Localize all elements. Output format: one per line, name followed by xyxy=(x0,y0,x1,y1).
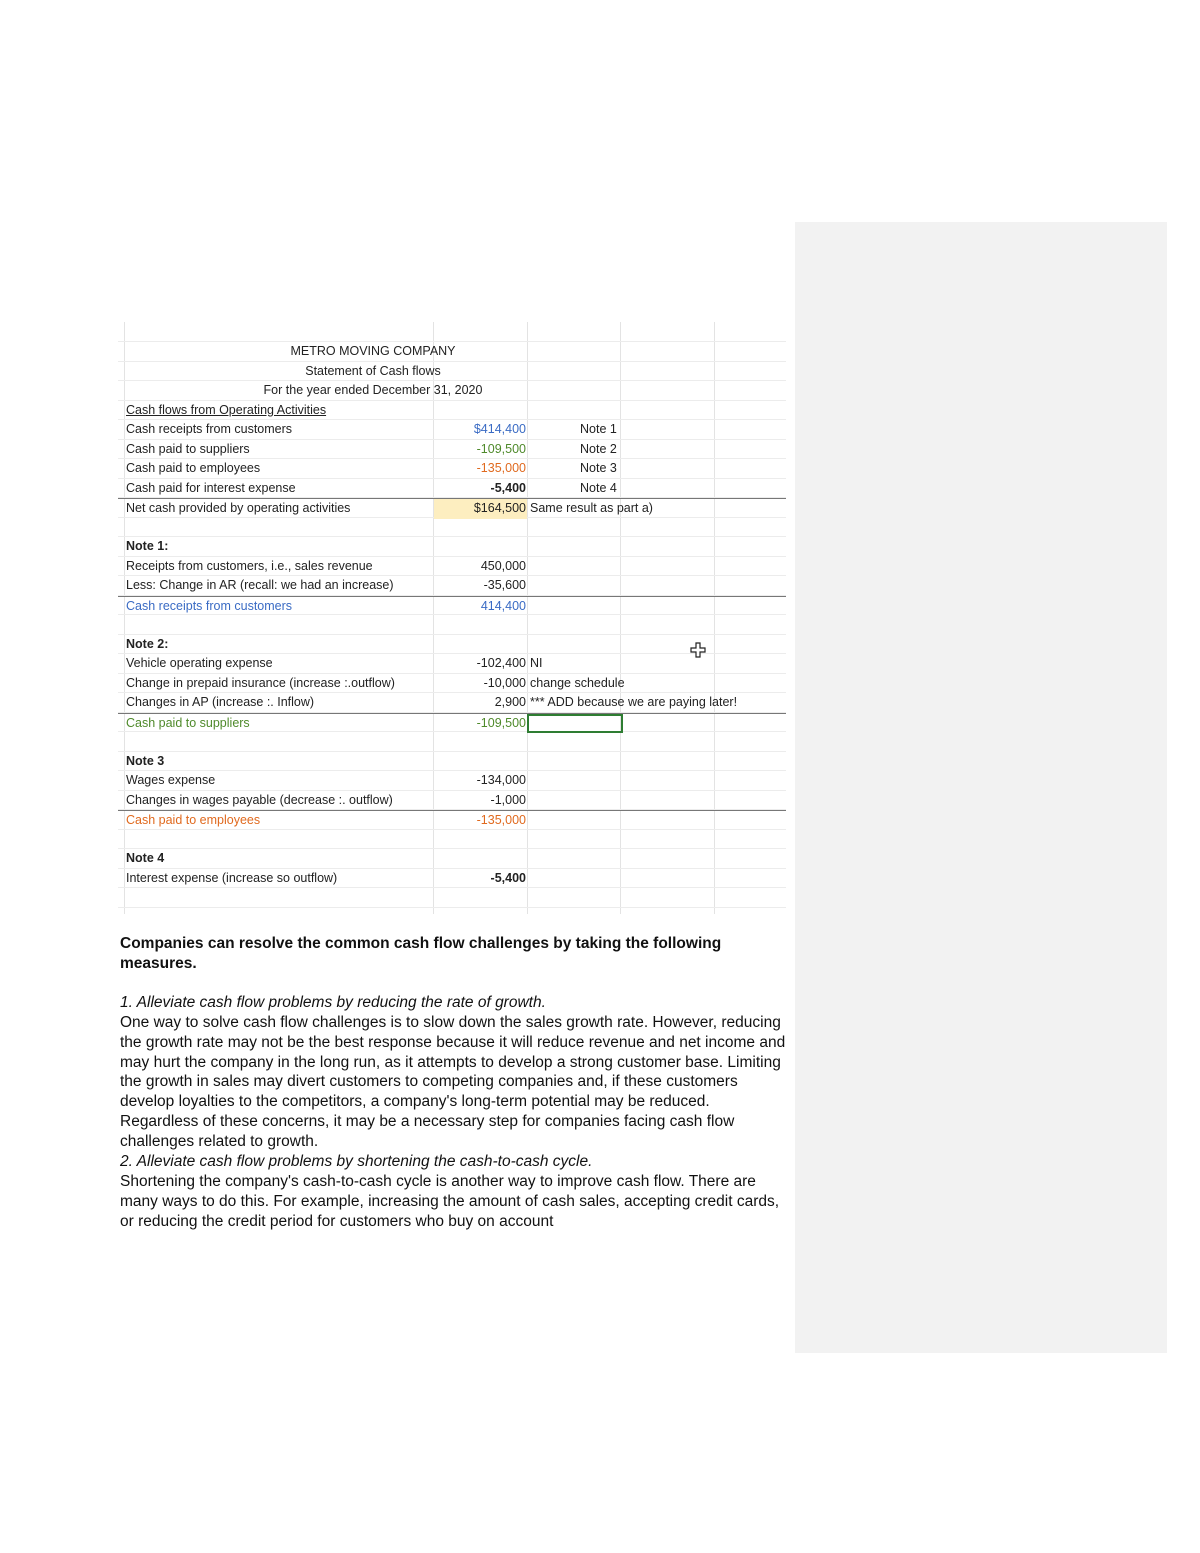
note2-remark: NI xyxy=(530,656,543,670)
note1-title: Note 1: xyxy=(126,539,169,553)
note4-title: Note 4 xyxy=(126,851,165,865)
point1-body: One way to solve cash flow challenges is to slow down the sales growth rate. However, reducing the growth rate may not be the best response because it will reduce revenue and net income and may hurt the company in the long run, as it attempts to develop a strong customer base. Limiting the growth in sales may divert customers to competing companies and, if these customers develop loyalties to the competitors, a company's long-term potential may be reduced. Regardless of these concerns, it may be a necessary step for companies facing cash flow challenges related to growth. xyxy=(120,1013,786,1151)
note2-label: Vehicle operating expense xyxy=(126,656,273,670)
note3-total-label: Cash paid to employees xyxy=(126,813,261,827)
point1-title: 1. Alleviate cash flow problems by reducing the rate of growth. xyxy=(120,993,546,1011)
note4-label: Interest expense (increase so outflow) xyxy=(126,870,338,885)
note4-value: -5,400 xyxy=(490,870,526,885)
op-value: -135,000 xyxy=(476,461,526,475)
note2-label: Change in prepaid insurance (increase :.outflow) xyxy=(126,675,395,690)
op-label: Cash receipts from customers xyxy=(126,422,293,436)
op-value: -109,500 xyxy=(476,441,526,456)
comment-pane xyxy=(795,222,1167,1353)
note1-value: -35,600 xyxy=(483,578,526,592)
note3-total-value: -135,000 xyxy=(476,813,526,827)
note2-total-label: Cash paid to suppliers xyxy=(126,715,250,730)
op-note: Note 4 xyxy=(580,480,617,495)
op-value: $414,400 xyxy=(473,422,526,436)
crosshair-cursor-icon xyxy=(690,642,706,658)
note2-remark: *** ADD because we are paying later! xyxy=(530,695,738,709)
net-label: Net cash provided by operating activities xyxy=(126,501,351,515)
statement-title: Statement of Cash flows xyxy=(305,363,441,378)
op-label: Cash paid for interest expense xyxy=(126,480,296,495)
body-text xyxy=(120,934,790,1232)
note3-label: Wages expense xyxy=(126,773,216,787)
op-label: Cash paid to employees xyxy=(126,461,261,475)
note3-label: Changes in wages payable (decrease :. outflow) xyxy=(126,792,393,807)
op-note: Note 1 xyxy=(580,422,617,436)
net-remark: Same result as part a) xyxy=(530,501,653,515)
op-label: Cash paid to suppliers xyxy=(126,441,250,456)
note2-remark: change schedule xyxy=(530,675,625,690)
note2-value: 2,900 xyxy=(494,695,526,709)
note2-label: Changes in AP (increase :. Inflow) xyxy=(126,695,315,709)
note2-total-value: -109,500 xyxy=(476,715,526,730)
note1-label: Less: Change in AR (recall: we had an increase) xyxy=(126,578,394,592)
note2-value: -102,400 xyxy=(476,656,526,670)
selected-cell[interactable] xyxy=(527,714,623,734)
spreadsheet-image xyxy=(118,322,786,914)
note3-value: -134,000 xyxy=(476,773,526,787)
note2-title: Note 2: xyxy=(126,636,169,651)
note3-value: -1,000 xyxy=(490,792,526,807)
company-name: METRO MOVING COMPANY xyxy=(290,344,456,358)
note1-label: Receipts from customers, i.e., sales revenue xyxy=(126,558,373,573)
note3-title: Note 3 xyxy=(126,753,165,768)
statement-period: For the year ended December 31, 2020 xyxy=(263,383,483,397)
note1-total-value: 414,400 xyxy=(480,598,526,613)
note1-value: 450,000 xyxy=(480,558,526,573)
note2-value: -10,000 xyxy=(483,675,526,690)
point2-body: Shortening the company's cash-to-cash cycle is another way to improve cash flow. There are many ways to do this. For example, increasing the amount of cash sales, accepting credit cards, or reducing the credit period for customers who buy on account xyxy=(120,1172,780,1230)
net-value: $164,500 xyxy=(473,501,526,515)
note1-total-label: Cash receipts from customers xyxy=(126,598,293,613)
point2-title: 2. Alleviate cash flow problems by shortening the cash-to-cash cycle. xyxy=(120,1153,593,1171)
op-value: -5,400 xyxy=(490,480,526,495)
section-title: Cash flows from Operating Activities xyxy=(126,402,327,417)
op-note: Note 2 xyxy=(580,441,617,456)
section-heading: Companies can resolve the common cash flow challenges by taking the following measures. xyxy=(120,935,722,972)
op-note: Note 3 xyxy=(580,461,617,475)
